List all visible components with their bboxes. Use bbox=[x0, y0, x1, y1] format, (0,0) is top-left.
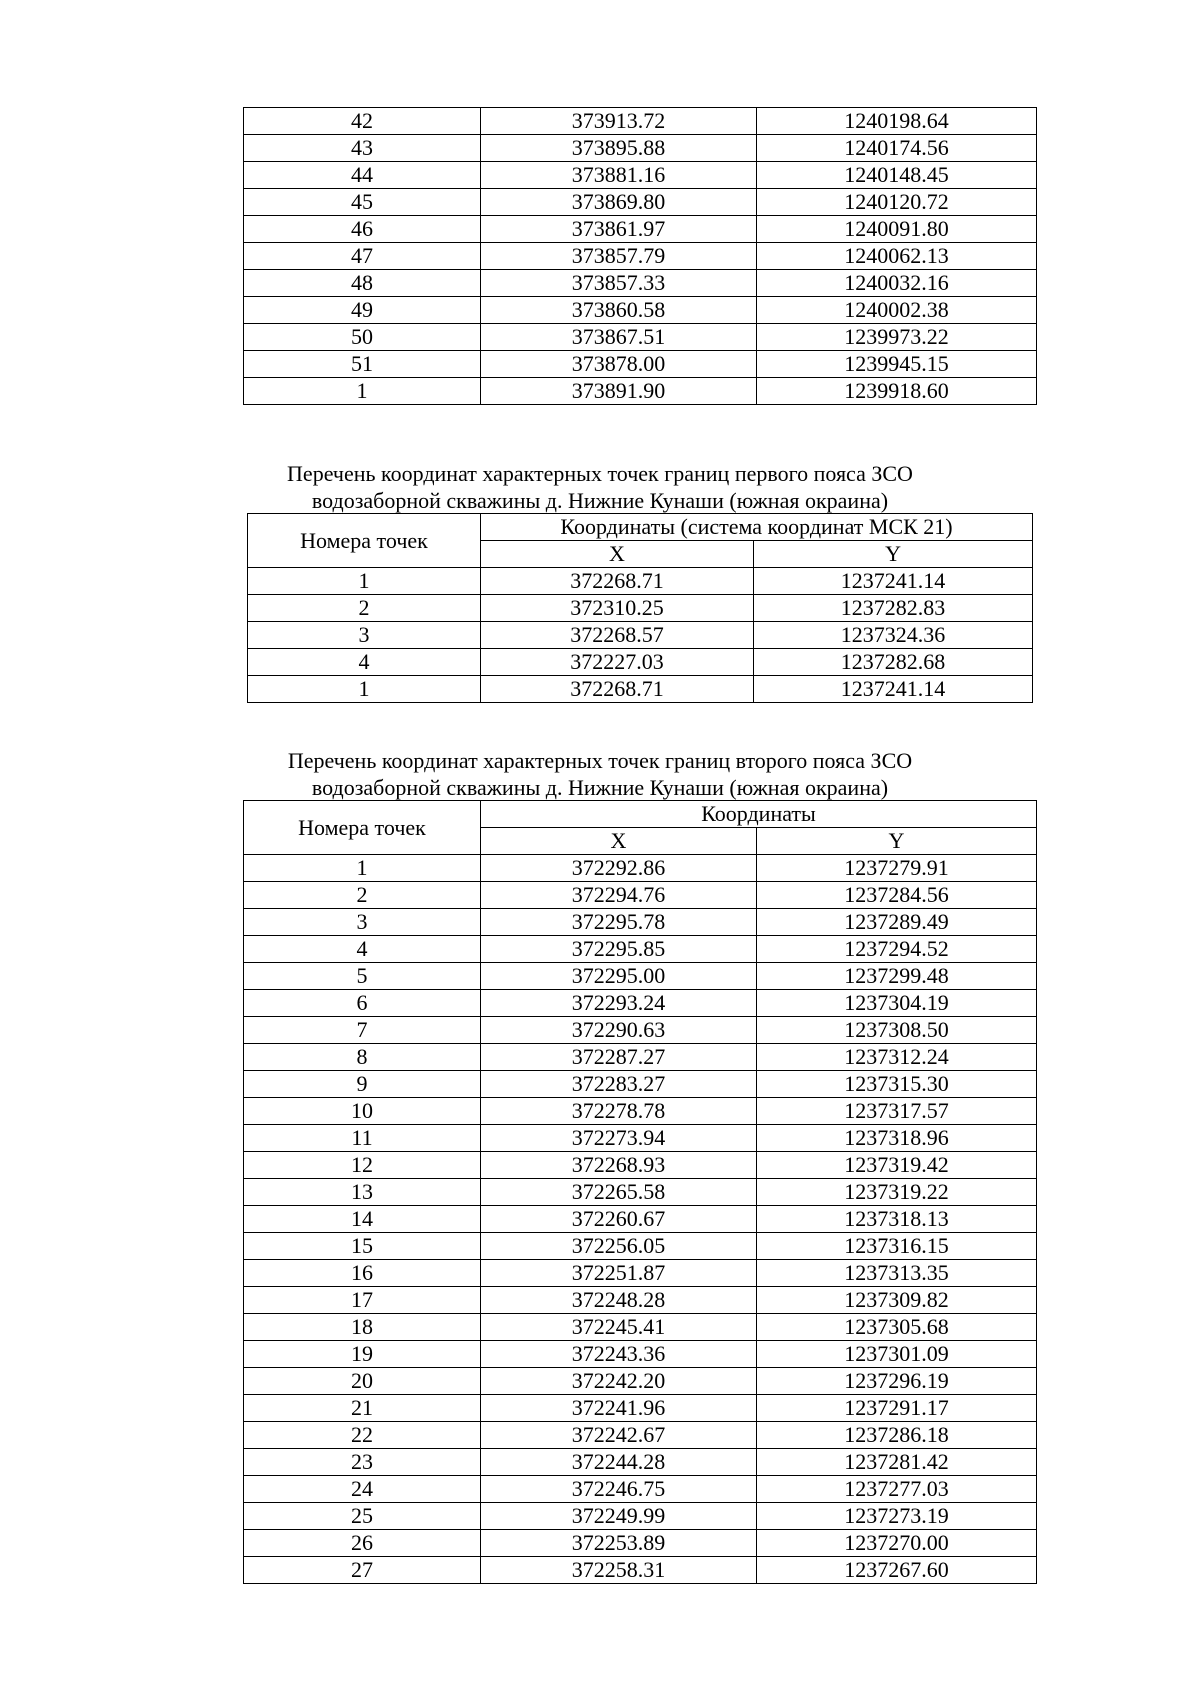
cell-y-coordinate: 1237299.48 bbox=[757, 963, 1037, 990]
cell-y-coordinate: 1237304.19 bbox=[757, 990, 1037, 1017]
cell-y-coordinate: 1239918.60 bbox=[757, 378, 1037, 405]
table-row bbox=[244, 1098, 1037, 1125]
cell-x-coordinate: 373891.90 bbox=[481, 378, 757, 405]
table-row bbox=[244, 1476, 1037, 1503]
cell-point-number: 42 bbox=[244, 108, 481, 135]
table-row bbox=[244, 1152, 1037, 1179]
cell-point-number: 50 bbox=[244, 324, 481, 351]
cell-point-number: 2 bbox=[244, 882, 481, 909]
cell-point-number: 25 bbox=[244, 1503, 481, 1530]
cell-point-number: 21 bbox=[244, 1395, 481, 1422]
table-row bbox=[244, 378, 1037, 405]
table-body bbox=[248, 568, 1033, 703]
first-belt-coordinates-table bbox=[247, 513, 1033, 703]
table-row bbox=[244, 1017, 1037, 1044]
cell-y-coordinate: 1240174.56 bbox=[757, 135, 1037, 162]
cell-point-number: 7 bbox=[244, 1017, 481, 1044]
cell-x-coordinate: 372268.57 bbox=[481, 622, 754, 649]
table-row bbox=[244, 135, 1037, 162]
first-belt-caption bbox=[200, 460, 1000, 514]
header-y: Y bbox=[754, 541, 1033, 568]
second-belt-coordinates-table bbox=[243, 800, 1037, 1584]
table-row bbox=[244, 1557, 1037, 1584]
table-row bbox=[244, 1206, 1037, 1233]
table-row bbox=[244, 1044, 1037, 1071]
cell-x-coordinate: 372290.63 bbox=[481, 1017, 757, 1044]
cell-y-coordinate: 1239945.15 bbox=[757, 351, 1037, 378]
cell-point-number: 4 bbox=[244, 936, 481, 963]
table-row bbox=[244, 1287, 1037, 1314]
cell-point-number: 49 bbox=[244, 297, 481, 324]
cell-x-coordinate: 373878.00 bbox=[481, 351, 757, 378]
table-row bbox=[244, 297, 1037, 324]
header-x: X bbox=[481, 541, 754, 568]
table-row bbox=[244, 1314, 1037, 1341]
cell-x-coordinate: 372268.71 bbox=[481, 676, 754, 703]
cell-x-coordinate: 372227.03 bbox=[481, 649, 754, 676]
cell-y-coordinate: 1237284.56 bbox=[757, 882, 1037, 909]
cell-y-coordinate: 1240032.16 bbox=[757, 270, 1037, 297]
cell-x-coordinate: 373861.97 bbox=[481, 216, 757, 243]
cell-point-number: 11 bbox=[244, 1125, 481, 1152]
first-belt-title-line2: водозаборной скважины д. Нижние Кунаши (южная окраина) bbox=[311, 488, 889, 513]
table-row bbox=[244, 351, 1037, 378]
cell-y-coordinate: 1240062.13 bbox=[757, 243, 1037, 270]
cell-y-coordinate: 1237309.82 bbox=[757, 1287, 1037, 1314]
cell-point-number: 1 bbox=[248, 676, 481, 703]
cell-x-coordinate: 372293.24 bbox=[481, 990, 757, 1017]
header-points-number: Номера точек bbox=[244, 801, 481, 855]
cell-x-coordinate: 373860.58 bbox=[481, 297, 757, 324]
cell-point-number: 1 bbox=[244, 855, 481, 882]
cell-y-coordinate: 1237286.18 bbox=[757, 1422, 1037, 1449]
cell-point-number: 45 bbox=[244, 189, 481, 216]
table-row bbox=[244, 1368, 1037, 1395]
cell-x-coordinate: 372278.78 bbox=[481, 1098, 757, 1125]
cell-x-coordinate: 372242.20 bbox=[481, 1368, 757, 1395]
cell-point-number: 4 bbox=[248, 649, 481, 676]
cell-y-coordinate: 1237305.68 bbox=[757, 1314, 1037, 1341]
table-row bbox=[248, 649, 1033, 676]
cell-point-number: 20 bbox=[244, 1368, 481, 1395]
cell-x-coordinate: 372310.25 bbox=[481, 595, 754, 622]
table-row bbox=[248, 568, 1033, 595]
cell-y-coordinate: 1237294.52 bbox=[757, 936, 1037, 963]
cell-x-coordinate: 372268.93 bbox=[481, 1152, 757, 1179]
table-row bbox=[244, 909, 1037, 936]
cell-y-coordinate: 1237289.49 bbox=[757, 909, 1037, 936]
cell-point-number: 10 bbox=[244, 1098, 481, 1125]
cell-y-coordinate: 1237324.36 bbox=[754, 622, 1033, 649]
table-body bbox=[244, 108, 1037, 405]
second-belt-title-line2: водозаборной скважины д. Нижние Кунаши (южная окраина) bbox=[311, 775, 889, 800]
cell-point-number: 19 bbox=[244, 1341, 481, 1368]
cell-point-number: 51 bbox=[244, 351, 481, 378]
cell-y-coordinate: 1237315.30 bbox=[757, 1071, 1037, 1098]
cell-y-coordinate: 1237281.42 bbox=[757, 1449, 1037, 1476]
cell-x-coordinate: 372242.67 bbox=[481, 1422, 757, 1449]
cell-y-coordinate: 1237318.96 bbox=[757, 1125, 1037, 1152]
cell-y-coordinate: 1237312.24 bbox=[757, 1044, 1037, 1071]
cell-y-coordinate: 1237241.14 bbox=[754, 676, 1033, 703]
cell-x-coordinate: 372294.76 bbox=[481, 882, 757, 909]
cell-x-coordinate: 373867.51 bbox=[481, 324, 757, 351]
cell-point-number: 13 bbox=[244, 1179, 481, 1206]
header-coordinates: Координаты bbox=[481, 801, 1037, 828]
table-row bbox=[244, 1422, 1037, 1449]
cell-point-number: 9 bbox=[244, 1071, 481, 1098]
cell-y-coordinate: 1240002.38 bbox=[757, 297, 1037, 324]
table-row bbox=[244, 1449, 1037, 1476]
table-row bbox=[244, 1071, 1037, 1098]
cell-x-coordinate: 372295.78 bbox=[481, 909, 757, 936]
cell-y-coordinate: 1239973.22 bbox=[757, 324, 1037, 351]
cell-point-number: 14 bbox=[244, 1206, 481, 1233]
cell-y-coordinate: 1237282.68 bbox=[754, 649, 1033, 676]
table-row bbox=[244, 189, 1037, 216]
cell-y-coordinate: 1237301.09 bbox=[757, 1341, 1037, 1368]
cell-point-number: 15 bbox=[244, 1233, 481, 1260]
cell-point-number: 23 bbox=[244, 1449, 481, 1476]
cell-point-number: 27 bbox=[244, 1557, 481, 1584]
cell-y-coordinate: 1237241.14 bbox=[754, 568, 1033, 595]
cell-x-coordinate: 372244.28 bbox=[481, 1449, 757, 1476]
table-row bbox=[244, 1260, 1037, 1287]
table-header-row bbox=[244, 801, 1037, 828]
cell-x-coordinate: 372273.94 bbox=[481, 1125, 757, 1152]
table-row bbox=[244, 1503, 1037, 1530]
cell-point-number: 43 bbox=[244, 135, 481, 162]
cell-x-coordinate: 372256.05 bbox=[481, 1233, 757, 1260]
cell-y-coordinate: 1237308.50 bbox=[757, 1017, 1037, 1044]
cell-y-coordinate: 1237316.15 bbox=[757, 1233, 1037, 1260]
cell-point-number: 18 bbox=[244, 1314, 481, 1341]
cell-point-number: 46 bbox=[244, 216, 481, 243]
cell-point-number: 24 bbox=[244, 1476, 481, 1503]
cell-y-coordinate: 1237318.13 bbox=[757, 1206, 1037, 1233]
header-y: Y bbox=[757, 828, 1037, 855]
table-row bbox=[244, 1530, 1037, 1557]
cell-y-coordinate: 1237319.22 bbox=[757, 1179, 1037, 1206]
table-row bbox=[244, 162, 1037, 189]
table-row bbox=[244, 1341, 1037, 1368]
cell-y-coordinate: 1237291.17 bbox=[757, 1395, 1037, 1422]
cell-x-coordinate: 372258.31 bbox=[481, 1557, 757, 1584]
table-row bbox=[244, 990, 1037, 1017]
table-body bbox=[244, 855, 1037, 1584]
header-x: X bbox=[481, 828, 757, 855]
cell-x-coordinate: 372245.41 bbox=[481, 1314, 757, 1341]
table-row bbox=[244, 1395, 1037, 1422]
cell-point-number: 22 bbox=[244, 1422, 481, 1449]
table-row bbox=[244, 324, 1037, 351]
cell-x-coordinate: 372268.71 bbox=[481, 568, 754, 595]
table-row bbox=[244, 936, 1037, 963]
table-row bbox=[244, 882, 1037, 909]
cell-y-coordinate: 1237296.19 bbox=[757, 1368, 1037, 1395]
cell-x-coordinate: 372253.89 bbox=[481, 1530, 757, 1557]
second-belt-title-line1: Перечень координат характерных точек границ второго пояса ЗСО bbox=[287, 748, 913, 773]
cell-y-coordinate: 1237279.91 bbox=[757, 855, 1037, 882]
table-header-row bbox=[248, 514, 1033, 541]
cell-point-number: 2 bbox=[248, 595, 481, 622]
cell-y-coordinate: 1237313.35 bbox=[757, 1260, 1037, 1287]
cell-x-coordinate: 372295.85 bbox=[481, 936, 757, 963]
cell-x-coordinate: 373913.72 bbox=[481, 108, 757, 135]
cell-x-coordinate: 373869.80 bbox=[481, 189, 757, 216]
cell-point-number: 12 bbox=[244, 1152, 481, 1179]
cell-x-coordinate: 373881.16 bbox=[481, 162, 757, 189]
table-row bbox=[244, 963, 1037, 990]
cell-x-coordinate: 372287.27 bbox=[481, 1044, 757, 1071]
cell-x-coordinate: 372283.27 bbox=[481, 1071, 757, 1098]
cell-x-coordinate: 373895.88 bbox=[481, 135, 757, 162]
table-row bbox=[244, 1125, 1037, 1152]
table-row bbox=[244, 243, 1037, 270]
cell-x-coordinate: 373857.79 bbox=[481, 243, 757, 270]
cell-x-coordinate: 372248.28 bbox=[481, 1287, 757, 1314]
cell-point-number: 26 bbox=[244, 1530, 481, 1557]
cell-y-coordinate: 1237267.60 bbox=[757, 1557, 1037, 1584]
cell-x-coordinate: 373857.33 bbox=[481, 270, 757, 297]
cell-y-coordinate: 1240120.72 bbox=[757, 189, 1037, 216]
table-row bbox=[248, 595, 1033, 622]
cell-x-coordinate: 372292.86 bbox=[481, 855, 757, 882]
cell-point-number: 8 bbox=[244, 1044, 481, 1071]
cell-x-coordinate: 372295.00 bbox=[481, 963, 757, 990]
table-row bbox=[244, 1179, 1037, 1206]
cell-point-number: 3 bbox=[244, 909, 481, 936]
table-row bbox=[244, 216, 1037, 243]
cell-y-coordinate: 1240091.80 bbox=[757, 216, 1037, 243]
cell-y-coordinate: 1237270.00 bbox=[757, 1530, 1037, 1557]
cell-x-coordinate: 372246.75 bbox=[481, 1476, 757, 1503]
cell-y-coordinate: 1237273.19 bbox=[757, 1503, 1037, 1530]
cell-point-number: 5 bbox=[244, 963, 481, 990]
second-belt-caption bbox=[200, 747, 1000, 801]
cell-y-coordinate: 1237277.03 bbox=[757, 1476, 1037, 1503]
cell-x-coordinate: 372243.36 bbox=[481, 1341, 757, 1368]
cell-x-coordinate: 372251.87 bbox=[481, 1260, 757, 1287]
table-row bbox=[244, 270, 1037, 297]
cell-point-number: 17 bbox=[244, 1287, 481, 1314]
cell-point-number: 47 bbox=[244, 243, 481, 270]
cell-y-coordinate: 1237282.83 bbox=[754, 595, 1033, 622]
cell-point-number: 1 bbox=[244, 378, 481, 405]
table-row bbox=[244, 855, 1037, 882]
cell-x-coordinate: 372265.58 bbox=[481, 1179, 757, 1206]
table-row bbox=[248, 676, 1033, 703]
first-belt-title-line1: Перечень координат характерных точек границ первого пояса ЗСО bbox=[287, 461, 913, 486]
cell-x-coordinate: 372260.67 bbox=[481, 1206, 757, 1233]
header-coordinates-system: Координаты (система координат МСК 21) bbox=[481, 514, 1033, 541]
cell-y-coordinate: 1237317.57 bbox=[757, 1098, 1037, 1125]
table-row bbox=[248, 622, 1033, 649]
cell-point-number: 48 bbox=[244, 270, 481, 297]
coordinates-table-continued bbox=[243, 107, 1037, 405]
cell-y-coordinate: 1240198.64 bbox=[757, 108, 1037, 135]
cell-x-coordinate: 372241.96 bbox=[481, 1395, 757, 1422]
header-points-number: Номера точек bbox=[248, 514, 481, 568]
cell-point-number: 44 bbox=[244, 162, 481, 189]
cell-point-number: 3 bbox=[248, 622, 481, 649]
cell-y-coordinate: 1237319.42 bbox=[757, 1152, 1037, 1179]
cell-point-number: 1 bbox=[248, 568, 481, 595]
table-row bbox=[244, 1233, 1037, 1260]
cell-y-coordinate: 1240148.45 bbox=[757, 162, 1037, 189]
table-row bbox=[244, 108, 1037, 135]
cell-point-number: 16 bbox=[244, 1260, 481, 1287]
cell-x-coordinate: 372249.99 bbox=[481, 1503, 757, 1530]
cell-point-number: 6 bbox=[244, 990, 481, 1017]
